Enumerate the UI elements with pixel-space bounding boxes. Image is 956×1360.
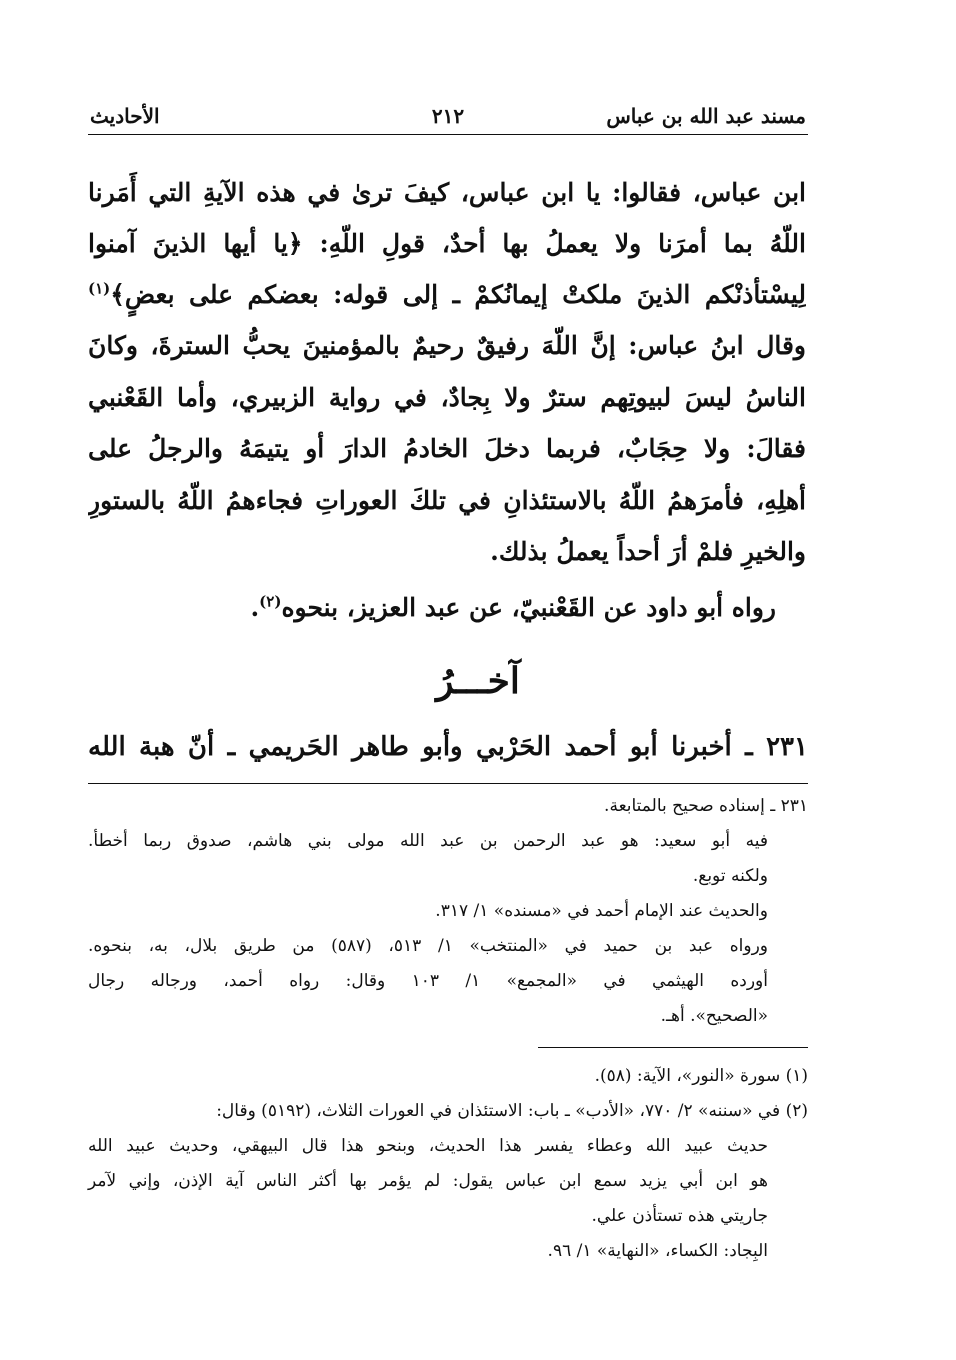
- main-text-line: الناسُ ليسَ لبيوتِهم سترٌ ولا بِجادٌ، في رواية الزبيري، وأما القَعْنبي: [88, 383, 806, 412]
- divider: [88, 783, 808, 784]
- footnote-line: (١) سورة «النور»، الآية: (٥٨).: [594, 1066, 808, 1086]
- footnote-marker: (٢): [259, 592, 282, 611]
- header-section-title: الأحاديث: [90, 104, 160, 128]
- narration-line: [86, 583, 776, 633]
- commentary-line: ٢٣١ ـ إسناده صحيح بالمتابعة.: [604, 796, 808, 816]
- main-text-line: اللّهُ بما أمرَنا ولا يعملُ بها أحدٌ، قولِ اللّهِ: ﴿يا أيها الذينَ آمنوا: [88, 229, 806, 258]
- page-number: ٢١٢: [431, 104, 465, 128]
- main-text-line: ابن عباس، فقالوا: يا ابن عباس، كيفَ ترىٰ في هذه الآيةِ التي أَمَرنا: [88, 178, 806, 207]
- commentary-line: ورواه عبد بن حميد في «المنتخب» ١/ ٥١٣، (٥٨٧) من طريق بلال، به، بنحوه.: [88, 936, 769, 956]
- commentary-line: والحديث عند الإمام أحمد في «مسنده» ١/ ٣١٧.: [435, 901, 768, 921]
- footnote-line: حديث عبيد الله وعطاء يفسر هذا الحديث، وبنحو هذا قال البيهقي، وحديث عبيد الله: [88, 1136, 768, 1156]
- footnote-line: (٢) في «سننه» ٢/ ٧٧٠، «الأدب» ـ باب: الاستئذان في العورات الثلاث، (٥١٩٢) وقال:: [216, 1101, 808, 1121]
- section-title: آخـــرُ: [436, 660, 520, 702]
- main-text-line: أهلِهِ، فأمرَهمُ اللّهُ بالاستئذانِ في تلكَ العوراتِ فجاءهمُ اللّهُ بالستورِ: [88, 486, 806, 515]
- commentary-line: أورده الهيثمي في «المجمع» ١/ ١٠٣ وقال: رواه أحمد، ورجاله رجال: [88, 971, 768, 991]
- header-book-title: مسند عبد الله بن عباس: [606, 104, 806, 128]
- narration-text: رواه أبو داود عن القَعْنبيّ، عن عبد العزيز، بنحوه: [281, 593, 776, 622]
- main-text-line: وقال ابنُ عباس: إنَّ اللّهَ رفيقٌ رحيمٌ بالمؤمنينَ يحبُّ السترةَ، وكانَ: [88, 331, 806, 360]
- commentary-line: فيه أبو سعيد: هو عبد الرحمن بن عبد الله مولى بني هاشم، صدوق ربما أخطأ.: [88, 831, 768, 851]
- main-text-span: لِيسْتأذنْكم الذينَ ملكتْ إيمانُكمْ ـ إلى قوله: بعضكم على بعضٍ﴾: [110, 280, 806, 309]
- commentary-line: ولكنه توبع.: [692, 866, 768, 886]
- footnote-line: هو ابن أبي يزيد سمع ابن عباس يقول: لم يؤمر بها أكثر الناس آية الإذن، وإني لآمر: [88, 1171, 768, 1191]
- footnote-line: جاريتي هذه تستأذن علي.: [591, 1206, 768, 1226]
- main-text-line: [88, 270, 806, 320]
- narration-end: .: [250, 593, 260, 622]
- page-header: [88, 98, 808, 135]
- hadith-opening-line: ٢٣١ ـ أخبرنا أبو أحمد الحَرْبي وأبو طاهر الحَريمي ـ أنّ هبة الله: [88, 732, 808, 762]
- commentary-line: «الصحيح». أهـ.: [660, 1006, 768, 1026]
- footnote-line: البِجاد: الكساء، «النهاية» ١/ ٩٦.: [547, 1241, 768, 1261]
- main-text-line: فقالَ: ولا حِجَابٌ، فربما دخلَ الخادمُ الدارَ أو يتيمَهُ والرجلُ على: [88, 434, 806, 463]
- main-text-line: والخيرِ فلمْ أرَ أحداً يعملُ بذلك.: [490, 537, 806, 566]
- footnote-divider: [538, 1047, 808, 1048]
- footnote-marker: (١): [88, 279, 111, 298]
